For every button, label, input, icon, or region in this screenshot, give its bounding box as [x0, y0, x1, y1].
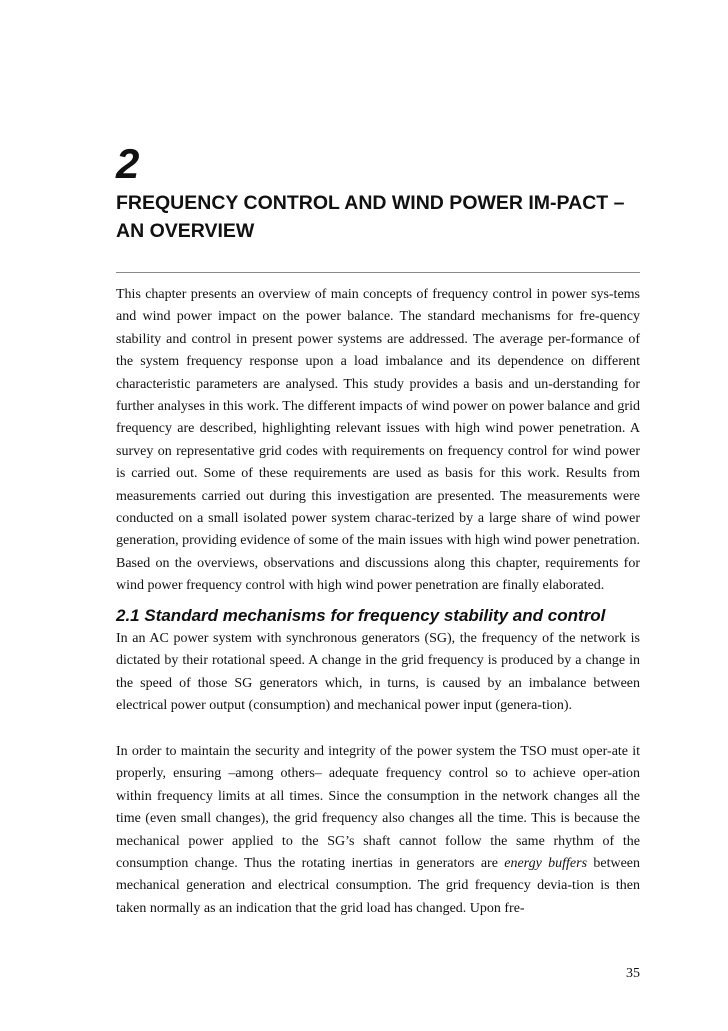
paragraph-2-text-end: between mechanical generation and electrical consumption. The grid frequency devia-tion is then taken normally as an indication that the grid load has changed. Upon fre-	[116, 856, 640, 916]
page-number: 35	[626, 966, 640, 981]
chapter-title: FREQUENCY CONTROL AND WIND POWER IM-PACT – AN OVERVIEW	[116, 192, 625, 242]
body-paragraph-2	[116, 741, 640, 920]
chapter-number: 2	[116, 140, 140, 187]
body-paragraph-1: In an AC power system with synchronous generators (SG), the frequency of the network is dictated by their rotational speed. A change in the grid frequency is produced by a change in the speed of those SG generators which, in turns, is caused by an imbalance between electrical power output (consumption) and mechanical power input (genera-tion).	[116, 631, 640, 714]
chapter-abstract: This chapter presents an overview of main concepts of frequency control in power sys-tems and wind power impact on the power balance. The standard mechanisms for fre-quency stability and control in present power systems are addressed. The average per-formance of the system frequency response upon a load imbalance and its dependence on different characteristic parameters are analysed. This study provides a basis and un-derstanding for further analyses in this work. The different impacts of wind power on power balance and grid frequency are described, highlighting relevant issues with high wind power penetration. A survey on representative grid codes with requirements on frequency control for wind power is carried out. Some of these requirements are used as basis for this work. Results from measurements carried out during this investigation are presented. The measurements were conducted on a small isolated power system charac-terized by a large share of wind power generation, providing evidence of some of the main issues with high wind power penetration. Based on the overviews, observations and discussions along this chapter, requirements for wind power frequency control with high wind power penetration are finally elaborated.	[116, 287, 640, 594]
title-divider	[116, 272, 640, 273]
section-heading: 2.1 Standard mechanisms for frequency stability and control	[116, 606, 606, 625]
paragraph-2-text-start: In order to maintain the security and integrity of the power system the TSO must oper-ate it properly, ensuring –among others– adequate frequency control so to achieve oper-ation within frequency limits at all times. Since the consumption in the network changes all the time (even small changes), the grid frequency also changes all the time. This is because the mechanical power applied to the SG’s shaft cannot follow the same rhythm of the consumption change. Thus the rotating inertias in generators are	[116, 744, 640, 872]
emphasized-term: energy buffers	[504, 856, 588, 872]
